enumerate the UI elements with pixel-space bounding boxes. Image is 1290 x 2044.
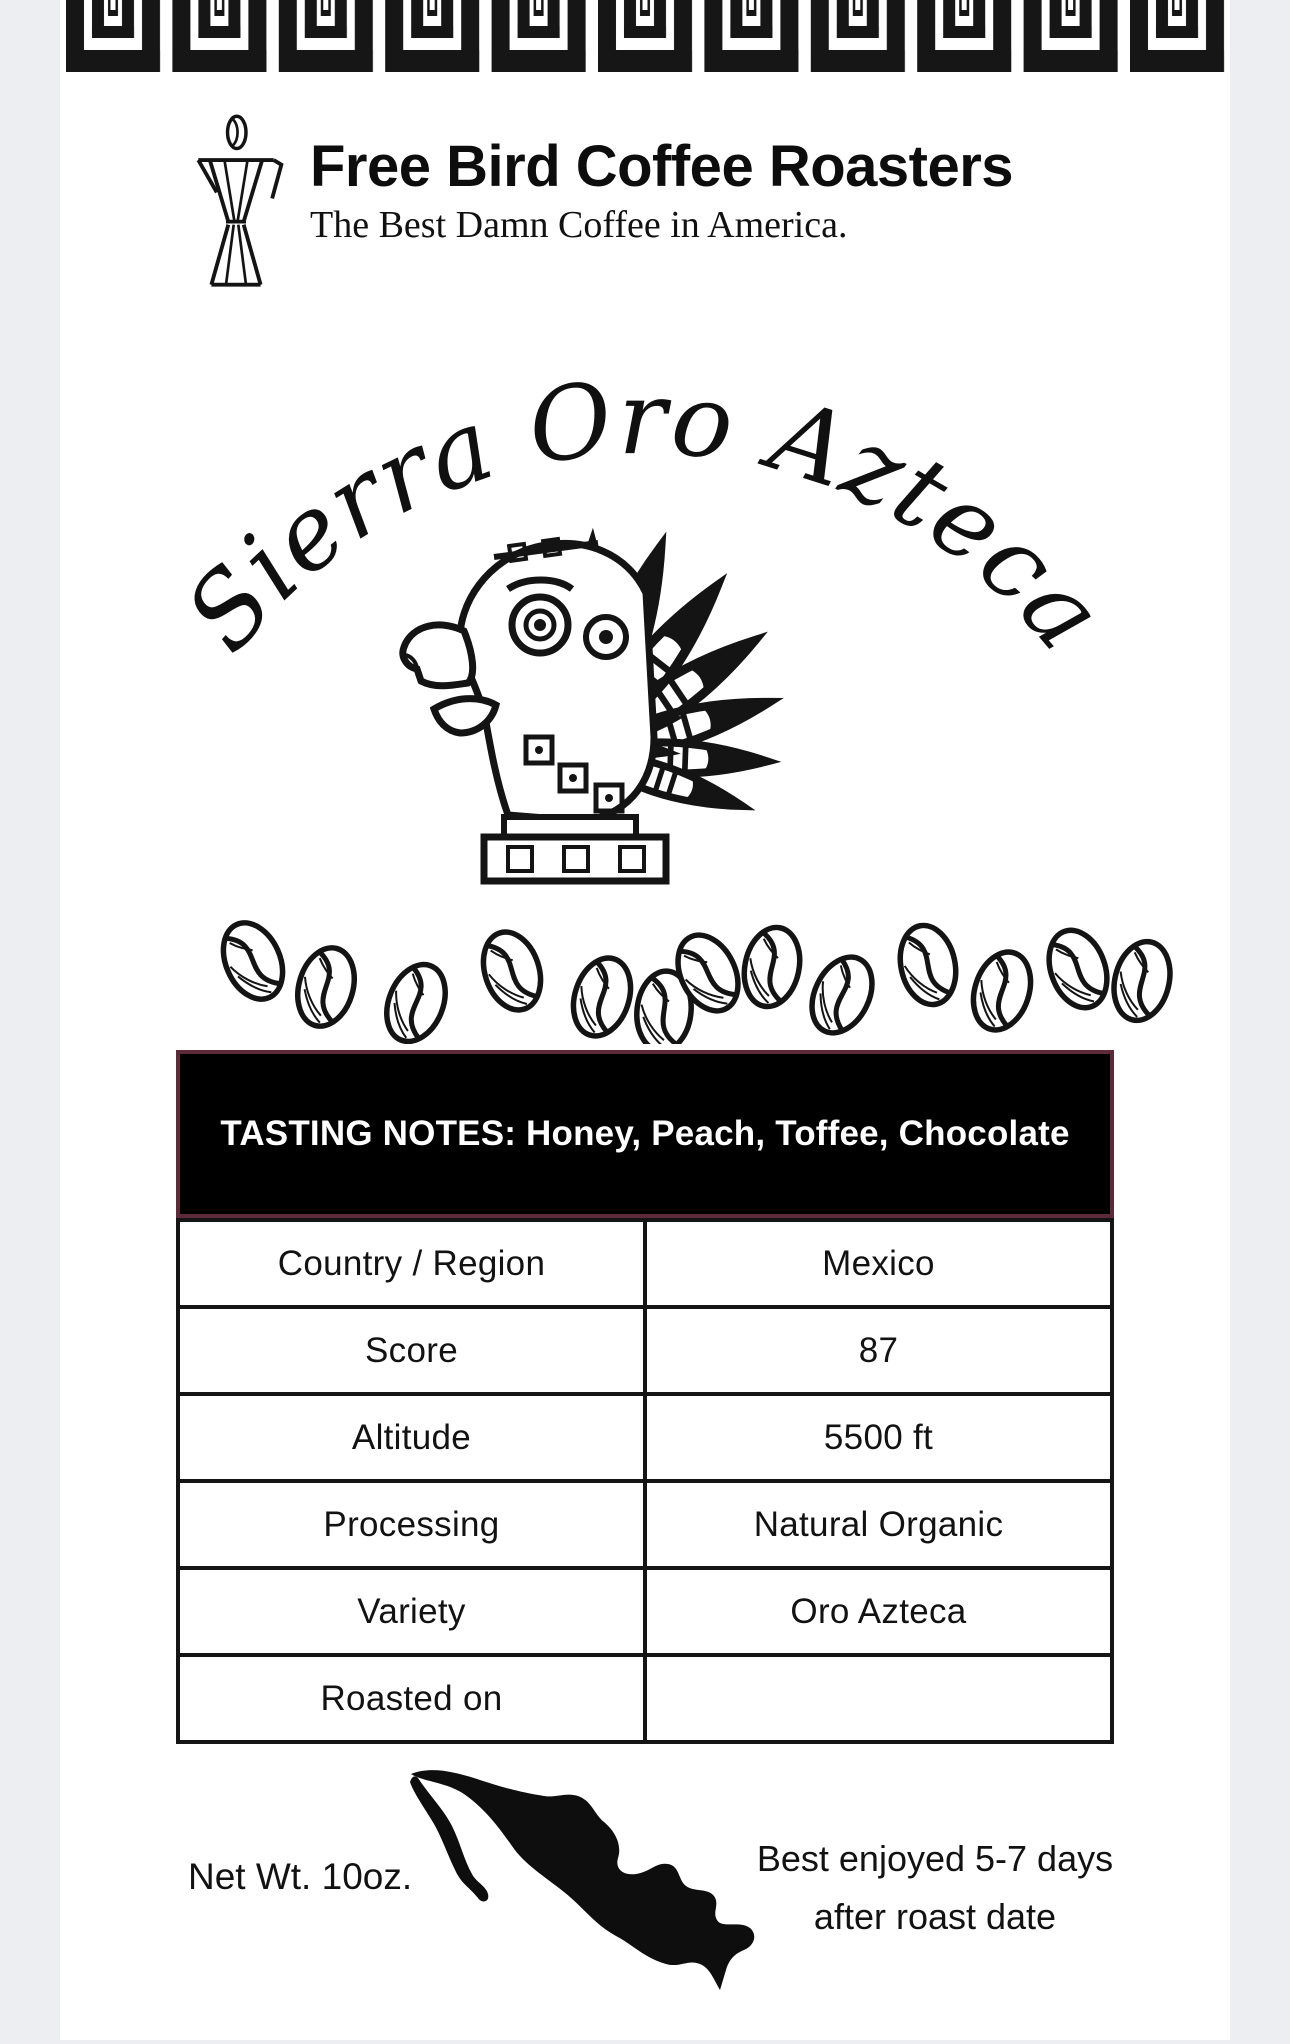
moka-pot-logo-icon: [186, 112, 286, 307]
row-label: Roasted on: [178, 1655, 645, 1742]
tasting-notes-text: TASTING NOTES: Honey, Peach, Toffee, Chocolate: [220, 1114, 1070, 1153]
net-weight: Net Wt. 10oz.: [188, 1856, 413, 1897]
row-value: 5500 ft: [645, 1394, 1112, 1481]
row-label: Processing: [178, 1481, 645, 1568]
aztec-eagle-illustration: [403, 539, 775, 881]
freshness-note: [705, 1830, 1165, 1947]
product-name-text: Sierra Oro Azteca: [162, 367, 1129, 673]
greek-key-border: [60, 0, 1230, 72]
greek-key-border-pattern: [60, 0, 1230, 72]
row-value: [645, 1655, 1112, 1742]
freshness-line-2: after roast date: [813, 1896, 1057, 1938]
table-row: [178, 1568, 1112, 1655]
row-label: Score: [178, 1307, 645, 1394]
row-label: Altitude: [178, 1394, 645, 1481]
label-footer: [60, 1744, 1230, 2044]
row-label: Country / Region: [178, 1220, 645, 1307]
brand-header: [186, 112, 1230, 307]
table-row: [178, 1481, 1112, 1568]
details-table: [176, 1218, 1114, 1744]
brand-name: Free Bird Coffee Roasters: [310, 134, 1014, 199]
brand-tagline: The Best Damn Coffee in America.: [310, 204, 848, 246]
moka-pot-icon: [186, 112, 286, 302]
freshness-line-1: Best enjoyed 5-7 days: [756, 1838, 1114, 1879]
coffee-beans-illustration: [60, 909, 1230, 1044]
table-row: [178, 1655, 1112, 1742]
brand-titles: [310, 112, 1013, 244]
hero-art: [60, 367, 1230, 927]
row-value: Mexico: [645, 1220, 1112, 1307]
table-row: [178, 1394, 1112, 1481]
row-value: Oro Azteca: [645, 1568, 1112, 1655]
coffee-label-card: [60, 0, 1230, 2040]
table-row: [178, 1220, 1112, 1307]
row-value: 87: [645, 1307, 1112, 1394]
tasting-notes-banner: [176, 1050, 1114, 1218]
table-row: [178, 1307, 1112, 1394]
row-label: Variety: [178, 1568, 645, 1655]
row-value: Natural Organic: [645, 1481, 1112, 1568]
